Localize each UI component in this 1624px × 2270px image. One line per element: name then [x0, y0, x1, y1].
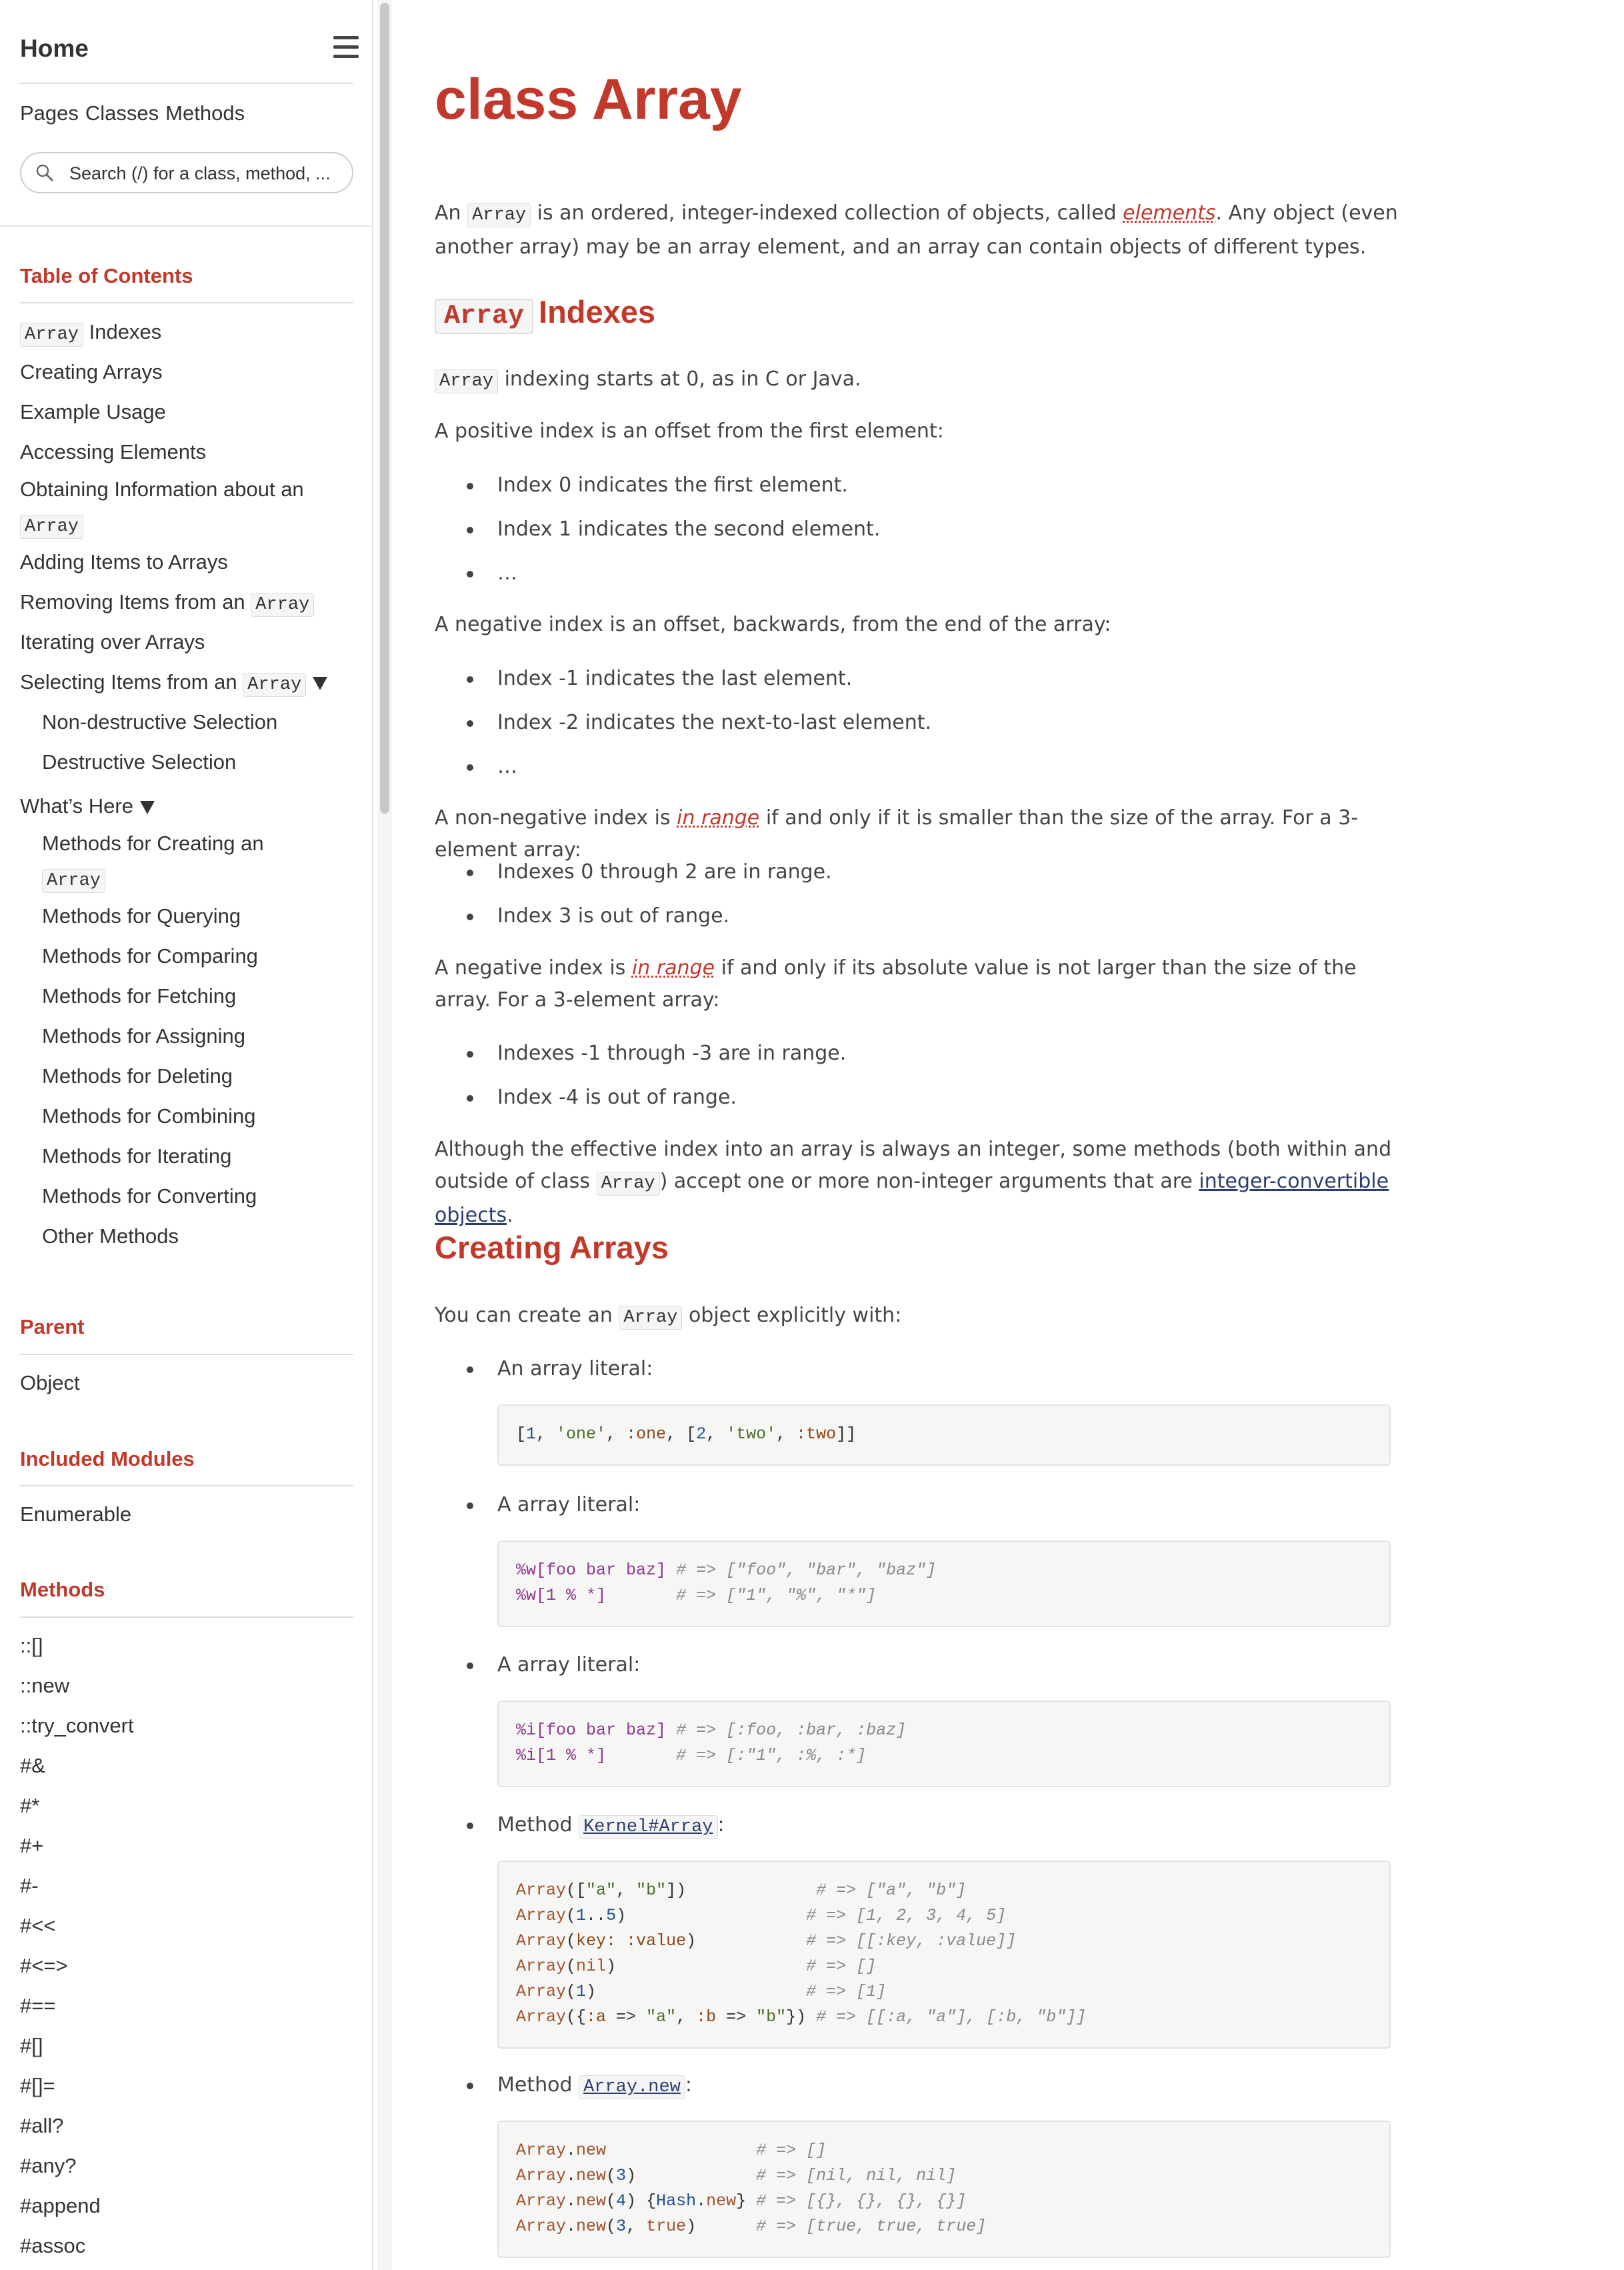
toc-item-non-destructive[interactable]: Non-destructive Selection: [42, 710, 278, 734]
paragraph: You can create an Array object explicitly with:: [435, 1300, 1401, 1334]
disclosure-triangle-icon[interactable]: [313, 677, 327, 690]
code-block: [1, 'one', :one, [2, 'two', :two]]: [497, 1404, 1391, 1466]
included-modules-heading: Included Modules: [20, 1447, 195, 1470]
parent-link[interactable]: Object: [20, 1371, 80, 1394]
toc-item-methods-assigning[interactable]: Methods for Assigning: [42, 1024, 246, 1048]
bullet-list: [467, 1803, 725, 1847]
intro-paragraph: An Array is an ordered, integer-indexed collection of objects, called elements. Any object (even another array) may be an array element, and an array can contain objects of different types.: [435, 201, 1398, 259]
toc-item-methods-querying[interactable]: Methods for Querying: [42, 904, 241, 928]
bullet-list: [467, 463, 880, 596]
search-icon: [35, 163, 55, 183]
toc-item-removing-items[interactable]: Removing Items from an Array: [20, 582, 360, 622]
list-item: Index 1 indicates the second element.: [467, 507, 880, 551]
divider: [20, 1616, 353, 1618]
toc-item-accessing-elements[interactable]: Accessing Elements: [20, 440, 207, 463]
scrollbar-thumb[interactable]: [380, 3, 389, 814]
code-block: Array(["a", "b"]) # => ["a", "b"] Array(1..5) # => [1, 2, 3, 4, 5] Array(key: :value) # => [[:key, :value]] Array(nil) # => [] Array(1) # => [1] Array({:a => "a", :b => "b"}) # => [[:a, "a"], [:b, "b"]]: [497, 1861, 1391, 2049]
parent-list: [20, 1363, 360, 1403]
toc-item-other-methods[interactable]: Other Methods: [42, 1224, 179, 1248]
method-link[interactable]: ::[]: [20, 1634, 43, 1657]
method-link[interactable]: #append: [20, 2194, 101, 2217]
disclosure-triangle-icon[interactable]: [140, 801, 155, 814]
paragraph: A non-negative index is in range if and only if it is smaller than the size of the array. For a 3-element array:: [435, 806, 1359, 862]
list-item: Indexes -1 through -3 are in range.: [467, 1032, 846, 1076]
list-item: Method Array.new :: [467, 2063, 692, 2107]
list-item: A array literal:: [467, 1643, 640, 1687]
toc-item-example-usage[interactable]: Example Usage: [20, 400, 166, 423]
divider: [20, 1485, 353, 1486]
heading-array-indexes: Array Indexes: [435, 293, 655, 331]
nav-pages-link[interactable]: Pages: [20, 101, 79, 125]
bullet-list: [467, 1483, 640, 1527]
toc-item-methods-deleting[interactable]: Methods for Deleting: [42, 1064, 233, 1088]
kernel-array-link[interactable]: Kernel#Array: [579, 1815, 717, 1839]
nav-methods-link[interactable]: Methods: [165, 101, 245, 125]
paragraph: Although the effective index into an array is always an integer, some methods (both within and outside of class Array ) accept one or more non-integer arguments that are integer-convertible objects.: [435, 1138, 1392, 1227]
toc-item-methods-fetching[interactable]: Methods for Fetching: [42, 984, 237, 1008]
divider: [20, 302, 353, 303]
methods-heading: Methods: [20, 1578, 105, 1601]
toc-item-methods-combining[interactable]: Methods for Combining: [42, 1104, 256, 1128]
method-link[interactable]: #-: [20, 1874, 39, 1897]
bullet-list: [467, 1347, 653, 1391]
divider: [20, 83, 353, 84]
method-link[interactable]: #any?: [20, 2154, 77, 2177]
divider: [0, 225, 373, 227]
paragraph: A negative index is in range if and only if its absolute value is not larger than the size of the array. For a 3-element array:: [435, 956, 1357, 1012]
method-link[interactable]: #[]: [20, 2034, 43, 2057]
list-item: Index -4 is out of range.: [467, 1076, 846, 1120]
bullet-list: [467, 657, 931, 789]
method-link[interactable]: ::new: [20, 1674, 70, 1697]
included-module-link[interactable]: Enumerable: [20, 1502, 132, 1526]
toc-list: [20, 312, 360, 1256]
menu-toggle-icon[interactable]: [333, 36, 359, 60]
method-link[interactable]: #assoc: [20, 2234, 86, 2257]
method-link[interactable]: #<=>: [20, 1954, 68, 1977]
method-link[interactable]: #==: [20, 1994, 56, 2017]
sidebar-scrollbar[interactable]: [377, 0, 392, 2270]
array-new-link[interactable]: Array.new: [579, 2075, 685, 2099]
search-box: [20, 152, 353, 193]
toc-heading: Table of Contents: [20, 264, 193, 287]
top-nav: [20, 101, 251, 125]
toc-item-array-indexes[interactable]: Array Indexes: [20, 312, 360, 352]
toc-item-methods-iterating[interactable]: Methods for Iterating: [42, 1144, 232, 1168]
code-block: %w[foo bar baz] # => ["foo", "bar", "baz"] %w[1 % *] # => ["1", "%", "*"]: [497, 1540, 1391, 1627]
paragraph: A negative index is an offset, backwards, from the end of the array:: [435, 613, 1111, 636]
method-link[interactable]: #[]=: [20, 2074, 55, 2097]
toc-item-iterating[interactable]: Iterating over Arrays: [20, 630, 205, 654]
sidebar: [0, 0, 373, 2270]
toc-item-methods-creating[interactable]: Methods for Creating an Array: [20, 826, 360, 896]
page-title: class Array: [435, 67, 742, 131]
list-item: …: [467, 551, 880, 596]
method-link[interactable]: #<<: [20, 1914, 56, 1937]
list-item: Index -2 indicates the next-to-last element.: [467, 701, 931, 745]
toc-item-destructive[interactable]: Destructive Selection: [42, 750, 237, 774]
list-item: Index -1 indicates the last element.: [467, 657, 931, 701]
toc-item-methods-converting[interactable]: Methods for Converting: [42, 1184, 257, 1208]
paragraph: Array indexing starts at 0, as in C or Java.: [435, 363, 1401, 397]
bullet-list: [467, 1643, 640, 1687]
list-item: A array literal:: [467, 1483, 640, 1527]
divider: [20, 1354, 353, 1355]
list-item: Index 0 indicates the first element.: [467, 463, 880, 507]
list-item: Indexes 0 through 2 are in range.: [467, 850, 832, 894]
method-link[interactable]: #&: [20, 1754, 45, 1777]
list-item: …: [467, 745, 931, 789]
method-link[interactable]: ::try_convert: [20, 1714, 134, 1737]
toc-item-adding-items[interactable]: Adding Items to Arrays: [20, 550, 228, 574]
bullet-list: [467, 850, 832, 938]
bullet-list: [467, 2063, 692, 2107]
parent-heading: Parent: [20, 1315, 85, 1338]
integer-convertible-link[interactable]: integer-convertible objects: [435, 1170, 1389, 1227]
paragraph: A positive index is an offset from the first element:: [435, 419, 944, 443]
nav-classes-link[interactable]: Classes: [85, 101, 159, 125]
toc-item-methods-comparing[interactable]: Methods for Comparing: [42, 944, 258, 968]
toc-item-obtaining-info[interactable]: Obtaining Information about an Array: [20, 472, 360, 542]
home-link[interactable]: Home: [20, 35, 89, 62]
list-item: Index 3 is out of range.: [467, 894, 832, 938]
toc-item-creating-arrays[interactable]: Creating Arrays: [20, 360, 163, 383]
bullet-list: [467, 1032, 846, 1120]
method-link[interactable]: #all?: [20, 2114, 64, 2137]
included-modules-list: [20, 1494, 360, 1534]
code-block: %i[foo bar baz] # => [:foo, :bar, :baz] %i[1 % *] # => [:"1", :%, :*]: [497, 1700, 1391, 1787]
toc-item-whats-here[interactable]: What’s Here: [20, 786, 360, 826]
list-item: Method Kernel#Array :: [467, 1803, 725, 1847]
search-input[interactable]: [68, 160, 351, 187]
list-item: An array literal:: [467, 1347, 653, 1391]
method-link[interactable]: #+: [20, 1834, 44, 1857]
methods-list: [20, 1626, 360, 2266]
heading-creating-arrays: Creating Arrays: [435, 1230, 669, 1265]
code-block: Array.new # => [] Array.new(3) # => [nil, nil, nil] Array.new(4) {Hash.new} # => [{}, {}, {}, {}] Array.new(3, true) # => [true, true, true]: [497, 2121, 1391, 2258]
toc-item-selecting-items[interactable]: Selecting Items from an Array: [20, 662, 360, 702]
method-link[interactable]: #*: [20, 1794, 40, 1817]
